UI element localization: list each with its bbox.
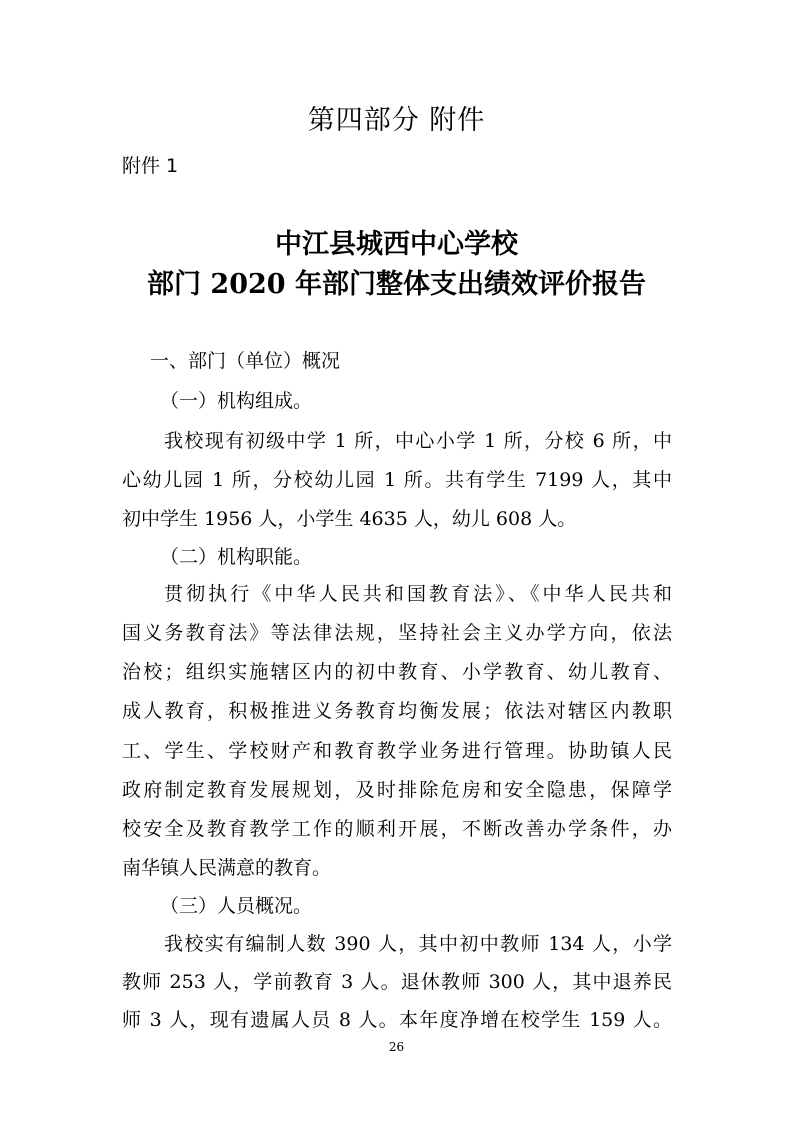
paragraph-line: 贯彻执行《中华人民共和国教育法》、《中华人民共和	[164, 583, 672, 605]
paragraph-line: 工、学生、学校财产和教育教学业务进行管理。协助镇人民	[122, 740, 672, 762]
subsection-heading-3: （三）人员概况。	[160, 895, 313, 917]
part-title: 第四部分 附件	[307, 105, 486, 136]
paragraph-line: 成人教育，积极推进义务教育均衡发展；依法对辖区内教职	[122, 700, 672, 722]
paragraph-line: 国义务教育法》等法律法规，坚持社会主义办学方向，依法	[122, 622, 672, 644]
paragraph-line: 师 3 人，现有遗属人员 8 人。本年度净增在校学生 159 人。	[122, 1009, 672, 1031]
paragraph-line: 政府制定教育发展规划，及时排除危房和安全隐患，保障学	[122, 779, 672, 801]
section-heading: 一、部门（单位）概况	[150, 350, 341, 372]
paragraph-line: 初中学生 1956 人，小学生 4635 人，幼儿 608 人。	[122, 508, 577, 530]
subsection-heading-1: （一）机构组成。	[160, 390, 313, 412]
annex-label: 附件 1	[122, 155, 179, 177]
page-number: 26	[388, 1040, 405, 1054]
paragraph-line: 我校实有编制人数 390 人，其中初中教师 134 人，小学	[164, 933, 672, 955]
paragraph-line: 我校现有初级中学 1 所，中心小学 1 所，分校 6 所，中	[164, 430, 672, 452]
paragraph-line: 心幼儿园 1 所，分校幼儿园 1 所。共有学生 7199 人，其中	[122, 469, 672, 491]
paragraph-line: 南华镇人民满意的教育。	[122, 857, 332, 879]
paragraph-line: 治校；组织实施辖区内的初中教育、小学教育、幼儿教育、	[122, 661, 672, 683]
paragraph-line: 校安全及教育教学工作的顺利开展，不断改善办学条件，办	[122, 818, 672, 840]
subsection-heading-2: （二）机构职能。	[160, 546, 313, 568]
document-title-line-1: 中江县城西中心学校	[275, 229, 518, 260]
paragraph-line: 教师 253 人，学前教育 3 人。退休教师 300 人，其中退养民	[122, 971, 672, 993]
document-title-line-2: 部门 2020 年部门整体支出绩效评价报告	[147, 269, 646, 300]
